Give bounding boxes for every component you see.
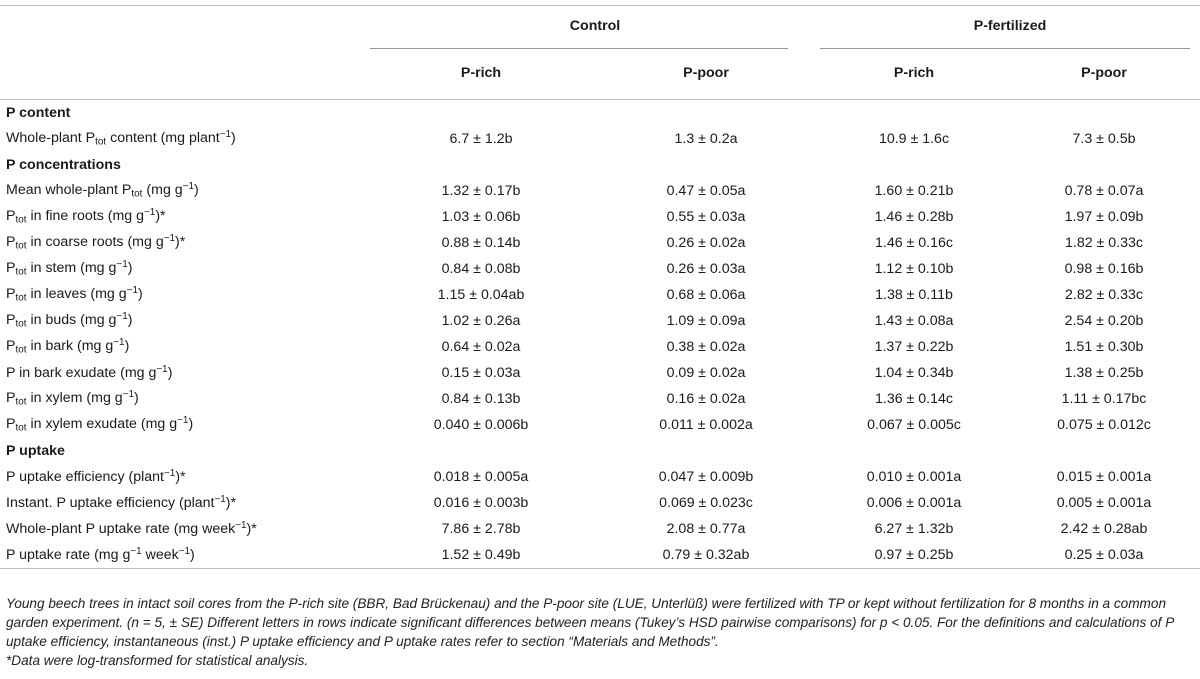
- cell-control-rich: 0.016 ± 0.003b: [433, 495, 529, 511]
- results-table: [0, 5, 1200, 569]
- table-row: [0, 464, 1200, 490]
- cell-control-poor: 1.3 ± 0.2a: [674, 131, 738, 147]
- row-label: [0, 334, 370, 360]
- row-label-post: ): [193, 182, 199, 199]
- cell-fert-poor: 2.54 ± 0.20b: [1064, 313, 1144, 329]
- table-row: [0, 256, 1200, 282]
- row-label-sub: tot: [15, 266, 27, 278]
- subheader-control-poor: P-poor: [683, 64, 729, 81]
- row-label: [0, 126, 370, 152]
- table-row: [0, 412, 1200, 438]
- row-label-post: )*: [246, 521, 257, 537]
- row-label-post: ): [124, 338, 130, 355]
- cell-control-poor: 0.26 ± 0.03a: [666, 261, 746, 277]
- row-label: [0, 490, 370, 516]
- group-rule-fertilized: [820, 48, 1190, 49]
- cell-fert-rich: 0.067 ± 0.005c: [867, 417, 961, 433]
- row-label-post: ): [134, 390, 139, 407]
- cell-control-rich: 1.32 ± 0.17b: [441, 183, 521, 199]
- row-label-mid: in bark (mg g: [26, 338, 114, 355]
- row-label: [0, 516, 370, 542]
- group-header-row: [0, 6, 1200, 46]
- footnote-log: *Data were log-transformed for statistical analysis.: [6, 653, 309, 668]
- cell-fert-poor: 0.005 ± 0.001a: [1056, 495, 1152, 511]
- row-label: [0, 204, 370, 230]
- table-row: [0, 360, 1200, 386]
- table-row: [0, 126, 1200, 152]
- table-row: [0, 542, 1200, 569]
- cell-fert-poor: 0.78 ± 0.07a: [1064, 183, 1144, 199]
- row-label-post: ): [137, 286, 143, 303]
- cell-fert-rich: 1.38 ± 0.11b: [875, 287, 953, 303]
- row-label-pre: P: [6, 312, 16, 329]
- row-label-post: )*: [225, 495, 237, 511]
- section-title: P concentrations: [6, 157, 121, 173]
- table-row: [0, 516, 1200, 542]
- row-label-mid: (mg g: [142, 182, 183, 199]
- table-row: [0, 334, 1200, 360]
- table-body: [0, 100, 1200, 569]
- cell-control-poor: 0.47 ± 0.05a: [666, 183, 746, 199]
- row-label-sup: −1: [144, 207, 156, 219]
- row-label: [0, 282, 370, 308]
- subheader-fert-rich: P-rich: [893, 64, 935, 81]
- section-title: P uptake: [6, 443, 65, 459]
- row-label-pre: Whole-plant P: [6, 130, 96, 147]
- row-label-sub: tot: [131, 188, 143, 200]
- cell-control-rich: 0.84 ± 0.13b: [441, 391, 521, 407]
- row-label-sub: tot: [15, 292, 27, 304]
- cell-control-rich: 1.15 ± 0.04ab: [437, 287, 525, 303]
- row-label: [0, 230, 370, 256]
- cell-control-poor: 2.08 ± 0.77a: [666, 521, 746, 537]
- row-label: [0, 412, 370, 438]
- cell-control-poor: 1.09 ± 0.09a: [666, 313, 746, 329]
- row-label-sup: −1: [126, 285, 138, 297]
- cell-fert-rich: 1.46 ± 0.28b: [874, 209, 954, 225]
- row-label-mid: in coarse roots (mg g: [26, 234, 164, 251]
- row-label-sub: tot: [15, 422, 27, 434]
- row-label: [0, 308, 370, 334]
- row-label-sup: −1: [122, 389, 135, 401]
- section-row: [0, 152, 1200, 178]
- table-footnote: [6, 594, 1194, 670]
- row-label-pre: P: [6, 416, 16, 433]
- cell-control-rich: 0.88 ± 0.14b: [441, 235, 521, 251]
- row-label-pre: P: [6, 390, 16, 407]
- group-header-fertilized: P-fertilized: [973, 18, 1047, 34]
- row-label-mid: in fine roots (mg g: [26, 208, 145, 225]
- row-label-sup: −1: [116, 311, 128, 323]
- cell-fert-poor: 0.075 ± 0.012c: [1057, 417, 1151, 433]
- row-label: [0, 542, 370, 569]
- cell-fert-rich: 0.006 ± 0.001a: [866, 495, 962, 511]
- cell-control-rich: 7.86 ± 2.78b: [441, 521, 521, 537]
- row-label-pre: P: [6, 208, 16, 225]
- row-label-post: ): [188, 416, 194, 433]
- cell-fert-rich: 1.46 ± 0.16c: [875, 235, 953, 251]
- cell-fert-rich: 1.60 ± 0.21b: [874, 183, 954, 199]
- cell-fert-rich: 6.27 ± 1.32b: [874, 521, 954, 537]
- row-label-post: ): [231, 130, 236, 147]
- row-label-post: )*: [175, 469, 186, 485]
- table-row: [0, 282, 1200, 308]
- table-row: [0, 490, 1200, 516]
- cell-control-rich: 1.03 ± 0.06b: [441, 209, 521, 225]
- row-label-sup: −1: [116, 259, 128, 271]
- row-label-mid: content (mg plant: [106, 130, 220, 147]
- subgroup-header-row: [0, 46, 1200, 100]
- cell-control-rich: 0.040 ± 0.006b: [433, 417, 529, 433]
- row-label-sup: −1: [182, 181, 194, 193]
- row-label-pre: P: [6, 286, 16, 303]
- cell-fert-poor: 1.82 ± 0.33c: [1065, 235, 1143, 251]
- cell-fert-poor: 0.98 ± 0.16b: [1064, 261, 1144, 277]
- row-label-sup: −1: [113, 337, 125, 349]
- cell-fert-poor: 1.97 ± 0.09b: [1064, 209, 1144, 225]
- cell-fert-rich: 10.9 ± 1.6c: [878, 131, 950, 147]
- cell-fert-rich: 1.43 ± 0.08a: [874, 313, 954, 329]
- cell-fert-rich: 0.010 ± 0.001a: [866, 469, 962, 485]
- group-rule-control: [370, 48, 788, 49]
- section-title: P content: [6, 105, 71, 121]
- row-label: [0, 360, 370, 386]
- row-label: [0, 178, 370, 204]
- cell-control-rich: 1.02 ± 0.26a: [441, 313, 521, 329]
- row-label-sup: −1: [156, 364, 168, 376]
- cell-control-rich: 0.64 ± 0.02a: [441, 339, 521, 355]
- row-label-post: ): [127, 312, 133, 329]
- row-label-sub: tot: [15, 318, 27, 330]
- cell-control-rich: 0.15 ± 0.03a: [441, 365, 521, 381]
- cell-control-rich: 0.018 ± 0.005a: [433, 469, 529, 485]
- cell-fert-poor: 1.38 ± 0.25b: [1064, 365, 1144, 381]
- cell-fert-rich: 1.36 ± 0.14c: [875, 391, 953, 407]
- cell-control-poor: 0.26 ± 0.02a: [666, 235, 746, 251]
- cell-control-poor: 0.09 ± 0.02a: [666, 365, 746, 381]
- row-label-sup: −1: [214, 494, 226, 506]
- row-label-mid: in stem (mg g: [26, 260, 117, 277]
- cell-fert-poor: 2.42 ± 0.28ab: [1060, 521, 1148, 537]
- cell-fert-rich: 1.04 ± 0.34b: [874, 365, 954, 381]
- row-label-pre: P: [6, 234, 16, 251]
- table-row: [0, 386, 1200, 412]
- row-label-sup: −1: [235, 520, 247, 532]
- row-label-post2: ): [190, 547, 195, 563]
- subheader-fert-poor: P-poor: [1081, 64, 1127, 81]
- row-label-sup: −1: [163, 233, 176, 245]
- row-label: [0, 256, 370, 282]
- cell-control-rich: 1.52 ± 0.49b: [441, 547, 521, 563]
- row-label-pre: P uptake rate (mg g: [6, 547, 131, 563]
- cell-fert-rich: 1.37 ± 0.22b: [874, 339, 954, 355]
- row-label-mid: in xylem (mg g: [26, 390, 123, 407]
- footnote-main: Young beech trees in intact soil cores from the P-rich site (BBR, Bad Brückenau) and the P-poor site (LUE, Unterlüß) were fertilized with TP or kept without fertilization for 8 months in a common garden experiment. (n = 5, ± SE) Different letters in rows indicate significant differences between means (Tukey’s HSD pairwise comparisons) for p < 0.05. For the definitions and calculations of P uptake efficiency, instantaneous (inst.) P uptake efficiency and P uptake rates refer to section “Materials and Methods”.: [6, 596, 1174, 649]
- row-label-pre: P uptake efficiency (plant: [6, 469, 165, 485]
- row-label-post: ): [167, 365, 173, 381]
- row-label-post: ): [127, 260, 133, 277]
- cell-control-poor: 0.047 ± 0.009b: [658, 469, 754, 485]
- cell-control-poor: 0.069 ± 0.023c: [659, 495, 753, 511]
- row-label-sup: −1: [130, 546, 142, 558]
- cell-control-poor: 0.79 ± 0.32ab: [662, 547, 750, 563]
- row-label-sup2: −1: [178, 546, 191, 558]
- row-label-sub: tot: [95, 136, 107, 148]
- row-label-sub: tot: [15, 396, 27, 408]
- row-label-pre: P: [6, 260, 16, 277]
- row-label-pre: Mean whole-plant P: [6, 182, 132, 199]
- cell-fert-poor: 2.82 ± 0.33c: [1065, 287, 1143, 303]
- row-label-pre: P: [6, 338, 16, 355]
- cell-fert-poor: 1.51 ± 0.30b: [1064, 339, 1144, 355]
- cell-control-rich: 6.7 ± 1.2b: [449, 131, 513, 147]
- cell-fert-poor: 1.11 ± 0.17bc: [1061, 391, 1147, 407]
- row-label-sup: −1: [219, 129, 232, 141]
- row-label-sup: −1: [177, 415, 189, 427]
- section-row: [0, 438, 1200, 464]
- row-label-pre: Whole-plant P uptake rate (mg week: [6, 521, 236, 537]
- table-row: [0, 178, 1200, 204]
- cell-control-poor: 0.011 ± 0.002a: [659, 417, 753, 433]
- row-label-mid: in buds (mg g: [26, 312, 117, 329]
- table-row: [0, 230, 1200, 256]
- row-label-mid: in leaves (mg g: [26, 286, 127, 303]
- row-label-post: week: [141, 547, 179, 563]
- row-label-post: )*: [175, 234, 186, 251]
- group-header-control: Control: [569, 18, 621, 34]
- row-label-sub: tot: [15, 214, 27, 226]
- row-label: [0, 386, 370, 412]
- row-label-pre: Instant. P uptake efficiency (plant: [6, 495, 215, 511]
- row-label-pre: P in bark exudate (mg g: [6, 365, 157, 381]
- row-label: [0, 464, 370, 490]
- cell-fert-poor: 7.3 ± 0.5b: [1072, 131, 1136, 147]
- row-label-sub: tot: [15, 240, 27, 252]
- subheader-control-rich: P-rich: [460, 64, 502, 81]
- table-row: [0, 204, 1200, 230]
- cell-fert-poor: 0.25 ± 0.03a: [1064, 547, 1144, 563]
- cell-control-poor: 0.68 ± 0.06a: [666, 287, 746, 303]
- table-row: [0, 308, 1200, 334]
- cell-control-poor: 0.16 ± 0.02a: [666, 391, 746, 407]
- row-label-mid: in xylem exudate (mg g: [26, 416, 178, 433]
- cell-fert-rich: 1.12 ± 0.10b: [874, 261, 954, 277]
- cell-control-poor: 0.55 ± 0.03a: [666, 209, 746, 225]
- cell-control-poor: 0.38 ± 0.02a: [666, 339, 746, 355]
- section-row: [0, 100, 1200, 127]
- row-label-post: )*: [155, 208, 166, 225]
- cell-fert-poor: 0.015 ± 0.001a: [1056, 469, 1152, 485]
- cell-fert-rich: 0.97 ± 0.25b: [874, 547, 954, 563]
- row-label-sub: tot: [15, 344, 27, 356]
- cell-control-rich: 0.84 ± 0.08b: [441, 261, 521, 277]
- row-label-sup: −1: [164, 468, 176, 480]
